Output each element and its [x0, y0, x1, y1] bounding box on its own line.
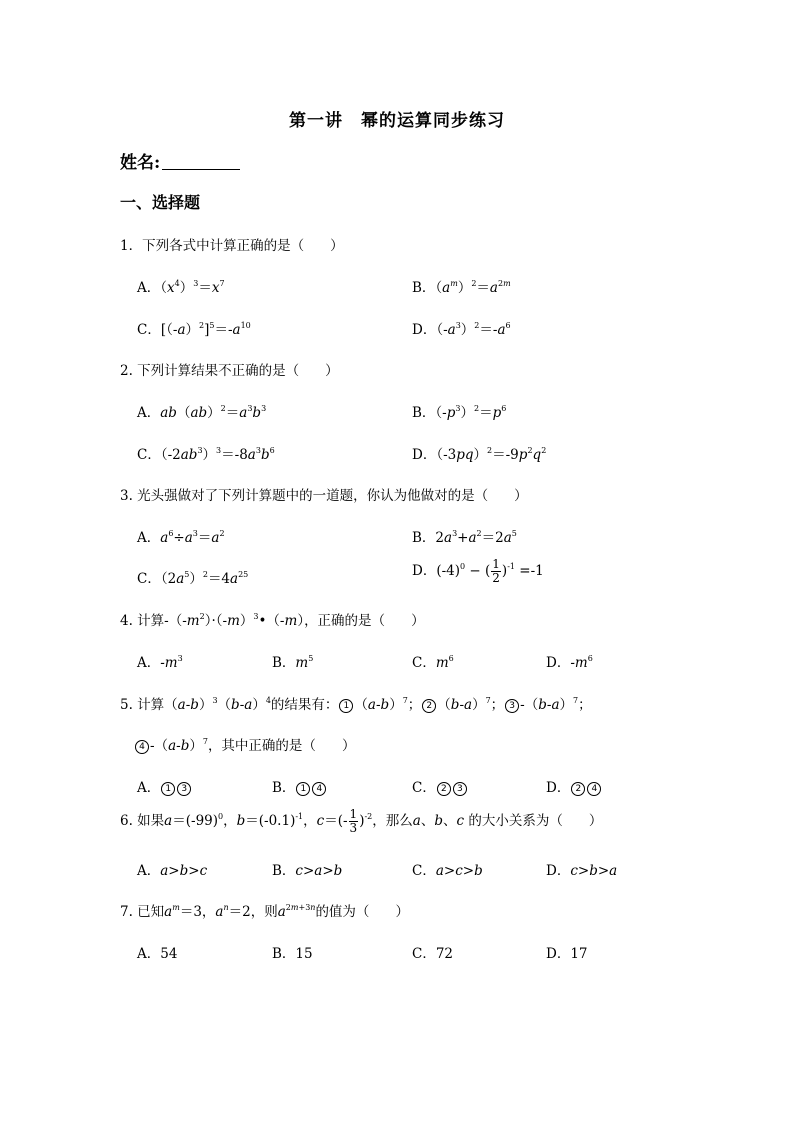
option-label: A．: [137, 530, 161, 546]
question-stem: 计算: [137, 613, 165, 629]
option-label: D．: [412, 322, 437, 338]
question-stem-end: ，其中正确的是（: [207, 738, 316, 754]
option-label: C．: [412, 863, 436, 879]
q4-option-a[interactable]: A．$-m^3$: [137, 654, 183, 671]
option-label: A．: [137, 405, 161, 421]
q7-option-a[interactable]: [137, 942, 177, 962]
option-value: -m: [160, 655, 178, 671]
question-2: [120, 359, 339, 379]
q5-option-a[interactable]: A． 1 3: [137, 776, 192, 796]
q3-option-a[interactable]: A．$a^6\div a^3=a^2$: [137, 529, 225, 546]
question-stem-close: ）: [341, 738, 356, 754]
option-value: -m: [570, 655, 588, 671]
option-value: c>b>a: [570, 863, 618, 879]
option-label: B．: [272, 863, 296, 879]
option-value: a>c>b: [435, 863, 483, 879]
q4-option-b[interactable]: B．$m^5$: [272, 654, 314, 671]
option-value: 54: [160, 946, 178, 962]
q5-option-c[interactable]: C． 2 3: [412, 776, 468, 796]
option-label: D．: [546, 780, 571, 796]
q1-option-a[interactable]: A．$(x^4)^3=x^7$: [137, 279, 225, 296]
fraction-one-third: $\frac{1}{3}$: [349, 807, 358, 835]
option-label: B．: [412, 405, 436, 421]
question-stem-close: ）: [411, 613, 425, 629]
name-label: 姓名:: [120, 153, 161, 173]
question-stem: 光头强做对了下列计算题中的一道题，你认为他做对的是（: [137, 488, 489, 504]
question-1: [120, 234, 344, 254]
q1-option-c[interactable]: C．$[(-a)^2]^5=-a^{10}$: [137, 321, 251, 338]
question-stem-end: ）: [325, 363, 339, 379]
q6-option-a[interactable]: [137, 859, 207, 879]
q1-option-d[interactable]: D．$(-a^3)^2=-a^6$: [412, 321, 511, 338]
question-number: 2.: [120, 363, 138, 379]
question-stem-end: ）: [330, 238, 344, 254]
option-label: D．: [412, 447, 437, 463]
q3-option-d[interactable]: D．$(-4)^0$ − ( $\frac{1}{2}$ )$^{-1}$ =-1: [412, 557, 544, 585]
option-label: C．: [137, 571, 161, 587]
option-label: A．: [137, 780, 161, 796]
option-label: A．: [137, 655, 161, 671]
option-label: D．: [546, 655, 571, 671]
option-label: D．: [412, 563, 437, 579]
question-7: 7. 已知$a^m=3$，$a^n=2$，则$a^{2m+3n}$的值为（ ）: [120, 903, 409, 920]
question-stem: 下列计算结果不正确的是（: [137, 363, 300, 379]
q6-option-d[interactable]: [546, 859, 617, 879]
question-number: 6.: [120, 813, 138, 829]
option-value: 72: [435, 946, 454, 962]
option-value: m: [295, 655, 309, 671]
q3-option-b[interactable]: B．$2a^3+a^2=2a^5$: [412, 529, 517, 546]
question-number: 1．: [120, 238, 143, 254]
option-label: A．: [137, 863, 161, 879]
q2-option-a[interactable]: A．$ab(ab)^2=a^3b^3$: [137, 404, 267, 421]
question-stem-end: 的结果有：: [270, 697, 339, 713]
question-5-line-2: 4 $-(a-b)^7$，其中正确的是（ ）: [134, 734, 355, 754]
option-label: B．: [272, 655, 296, 671]
option-value: a>b>c: [160, 863, 208, 879]
q2-option-d[interactable]: D．$(-3pq)^2=-9p^2q^2$: [412, 446, 547, 463]
question-stem-mid: ，则: [250, 904, 278, 920]
question-3: [120, 484, 528, 504]
q7-option-b[interactable]: [272, 942, 313, 962]
q4-option-c[interactable]: C．$m^6$: [412, 654, 454, 671]
option-label: C．: [412, 655, 436, 671]
option-label: C．: [412, 780, 436, 796]
question-4: 4. 计算$-(-m^2)\cdot(-m)^3•(-m)$，正确的是（ ）: [120, 612, 425, 629]
question-stem-end: ，正确的是（: [304, 613, 386, 629]
q7-option-c[interactable]: [412, 942, 453, 962]
question-5: 5. 计算$(a-b)^3(b-a)^4$的结果有： 1 $(a-b)^7$； 2 $(b-a)^7$； 3 $-(b-a)^7$；: [120, 696, 592, 713]
option-label: B．: [272, 780, 296, 796]
section-heading: 一、选择题: [120, 193, 201, 212]
question-stem-close: ）: [588, 813, 603, 829]
name-field: [120, 148, 240, 173]
question-number: 4.: [120, 613, 138, 629]
option-label: D．: [546, 863, 571, 879]
question-number: 3.: [120, 488, 138, 504]
option-value: m: [435, 655, 449, 671]
q5-option-b[interactable]: B． 1 4: [272, 776, 327, 796]
question-stem: 已知: [137, 904, 165, 920]
q6-option-b[interactable]: [272, 859, 342, 879]
option-value: 17: [570, 946, 588, 962]
option-label: D．: [546, 946, 571, 962]
q5-option-d[interactable]: D． 2 4: [546, 776, 602, 796]
question-6: 6. 如果$a=(-99)^0$，$b=(-0.1)^{-1}$，c＝(- $\frac{1}{3}$ )$^{-2}$，那么a、b、c 的大小关系为（ ）: [120, 807, 603, 835]
question-stem-end: ）: [514, 488, 528, 504]
question-stem: 如果: [137, 813, 165, 829]
option-label: A．: [137, 946, 161, 962]
page-title: 第一讲 幂的运算同步练习: [289, 111, 505, 131]
q1-option-b[interactable]: B．$(a^m)^2=a^{2m}$: [412, 279, 511, 296]
fraction-one-half: $\frac{1}{2}$: [492, 557, 500, 585]
q7-option-d[interactable]: [546, 942, 588, 962]
question-stem: 计算: [137, 697, 165, 713]
q4-option-d[interactable]: D．$-m^6$: [546, 654, 593, 671]
question-stem-end: 的值为（: [315, 904, 370, 920]
q3-option-c[interactable]: C．$(2a^5)^2=4a^{25}$: [137, 570, 249, 587]
option-label: B．: [272, 946, 296, 962]
question-number: 5.: [120, 697, 138, 713]
option-label: C．: [412, 946, 436, 962]
option-label: C．: [137, 322, 161, 338]
q6-option-c[interactable]: [412, 859, 483, 879]
option-label: A．: [137, 280, 161, 296]
question-stem-tail: 的大小关系为（: [468, 813, 563, 829]
question-stem-end: ，那么: [372, 813, 413, 829]
option-value: c>a>b: [295, 863, 343, 879]
name-blank[interactable]: [162, 153, 240, 170]
question-number: 7.: [120, 904, 138, 920]
option-label: B．: [412, 280, 436, 296]
q2-option-b[interactable]: B．$(-p^3)^2=p^6$: [412, 404, 507, 421]
option-label: B．: [412, 530, 436, 546]
option-value: 15: [295, 946, 313, 962]
q2-option-c[interactable]: C．$(-2ab^3)^3=-8a^3b^6$: [137, 446, 275, 463]
option-label: C．: [137, 447, 161, 463]
question-stem-close: ）: [395, 904, 409, 920]
question-stem: 下列各式中计算正确的是（: [142, 238, 305, 254]
